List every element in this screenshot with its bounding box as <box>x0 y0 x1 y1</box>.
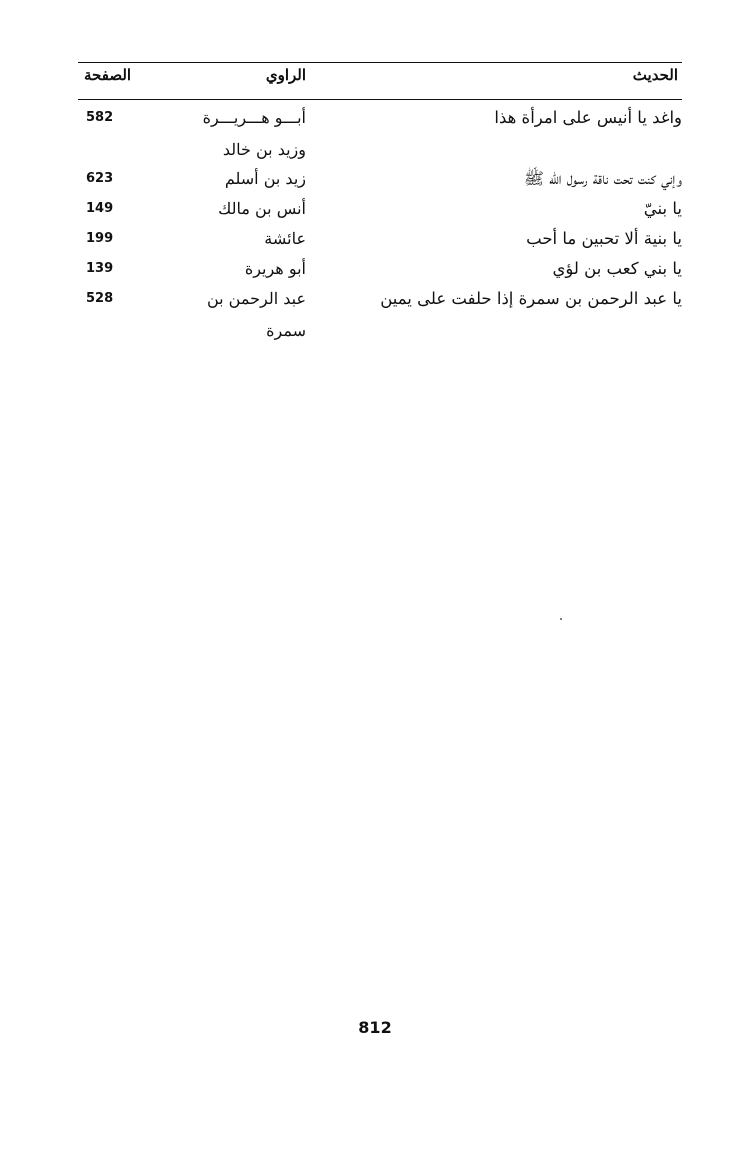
page-number-cell: 528 <box>86 291 114 306</box>
page-number-cell: 582 <box>86 110 114 125</box>
narrator-cell <box>178 163 306 195</box>
narrator-cell <box>178 102 306 166</box>
table-top-rule <box>78 62 682 63</box>
narrator-line: وزيد بن خالد <box>222 140 306 159</box>
narrator-line: عائشة <box>264 229 306 248</box>
table-header-rule <box>78 99 682 100</box>
narrator-line: أنس بن مالك <box>218 199 306 218</box>
narrator-line: أبو هريرة <box>244 259 306 278</box>
page-number-cell: 149 <box>86 201 114 216</box>
narrator-line: أبـــو هـــريـــرة <box>202 108 306 127</box>
header-hadith: الحديث <box>632 66 678 84</box>
narrator-line: عبد الرحمن بن <box>206 289 306 308</box>
hadith-cell: يا عبد الرحمن بن سمرة إذا حلفت على يمين <box>380 289 682 308</box>
narrator-cell <box>178 223 306 255</box>
hadith-cell: واغد يا أنيس على امرأة هذا <box>494 108 682 127</box>
page-number: 812 <box>358 1018 392 1037</box>
narrator-cell <box>178 283 306 347</box>
stray-dot <box>560 618 562 620</box>
page-number-cell: 623 <box>86 171 114 186</box>
header-narrator: الراوي <box>265 66 306 84</box>
page-number-cell: 199 <box>86 231 114 246</box>
narrator-line: سمرة <box>266 321 306 340</box>
hadith-cell: وإني كنت تحت ناقة رسول الله ﷺ <box>524 169 682 188</box>
narrator-cell <box>178 193 306 225</box>
header-page: الصفحة <box>84 66 132 84</box>
hadith-cell: يا بني كعب بن لؤي <box>552 259 682 278</box>
page-number-cell: 139 <box>86 261 114 276</box>
narrator-line: زيد بن أسلم <box>224 169 306 188</box>
hadith-cell: يا بنيّ <box>643 199 682 218</box>
hadith-cell: يا بنية ألا تحبين ما أحب <box>526 229 682 248</box>
narrator-cell <box>178 253 306 285</box>
